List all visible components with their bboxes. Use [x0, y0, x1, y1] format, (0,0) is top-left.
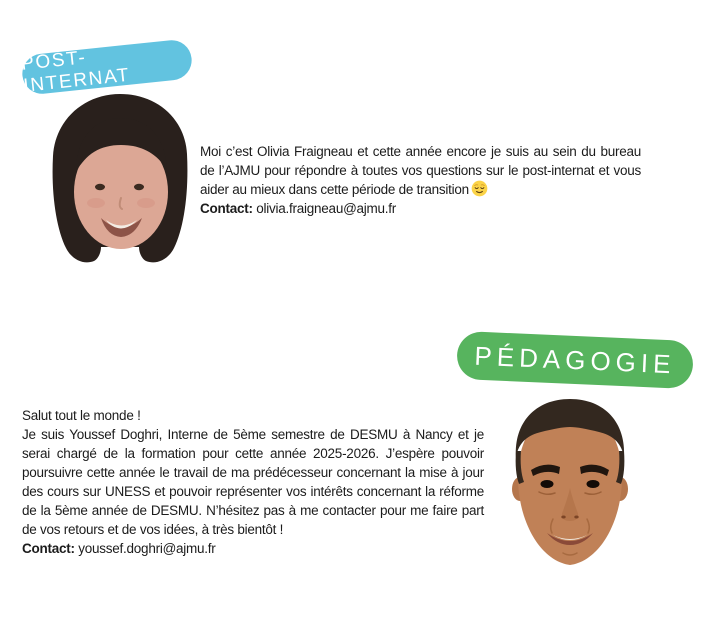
pedagogie-contact-label: Contact:: [22, 541, 75, 556]
pedagogie-paragraph: Je suis Youssef Doghri, Interne de 5ème semestre de DESMU à Nancy et je serai chargé de la formation pour cette année 2025-2026. J’espère pouvoir poursuivre cette année le travail de ma prédécesseur concernant la mise à jour des cours sur UNESS et pouvoir représenter vos intérêts concernant la réforme de la 5ème année de DESMU. N’hésitez pas à me contacter pour me faire part de vos retours et de vos idées, à très bientôt !: [22, 427, 484, 537]
post-internat-contact-label: Contact:: [200, 201, 253, 216]
relieved-face-emoji: [471, 180, 488, 197]
post-internat-contact: [200, 199, 641, 218]
post-internat-banner: [20, 38, 193, 96]
post-internat-banner-label: POST-INTERNAT: [20, 47, 132, 97]
post-internat-contact-email: olivia.fraigneau@ajmu.fr: [256, 201, 397, 216]
olivia-fraigneau-photo: [38, 90, 202, 268]
pedagogie-text: [22, 406, 484, 558]
post-internat-paragraph: [200, 142, 641, 199]
pedagogie-contact: [22, 539, 484, 558]
post-internat-paragraph-text: Moi c’est Olivia Fraigneau et cette année encore je suis au sein du bureau de l’AJMU pour répondre à toutes vos questions sur le post-internat et vous aider au mieux dans cette période de transition: [200, 144, 641, 197]
pedagogie-greeting: Salut tout le monde !: [22, 408, 141, 423]
pedagogie-contact-email: youssef.doghri@ajmu.fr: [78, 541, 216, 556]
pedagogie-banner-label: PÉDAGOGIE: [473, 340, 677, 379]
pedagogie-banner: [456, 331, 694, 389]
post-internat-text: [200, 142, 641, 218]
youssef-doghri-photo: [493, 393, 647, 577]
